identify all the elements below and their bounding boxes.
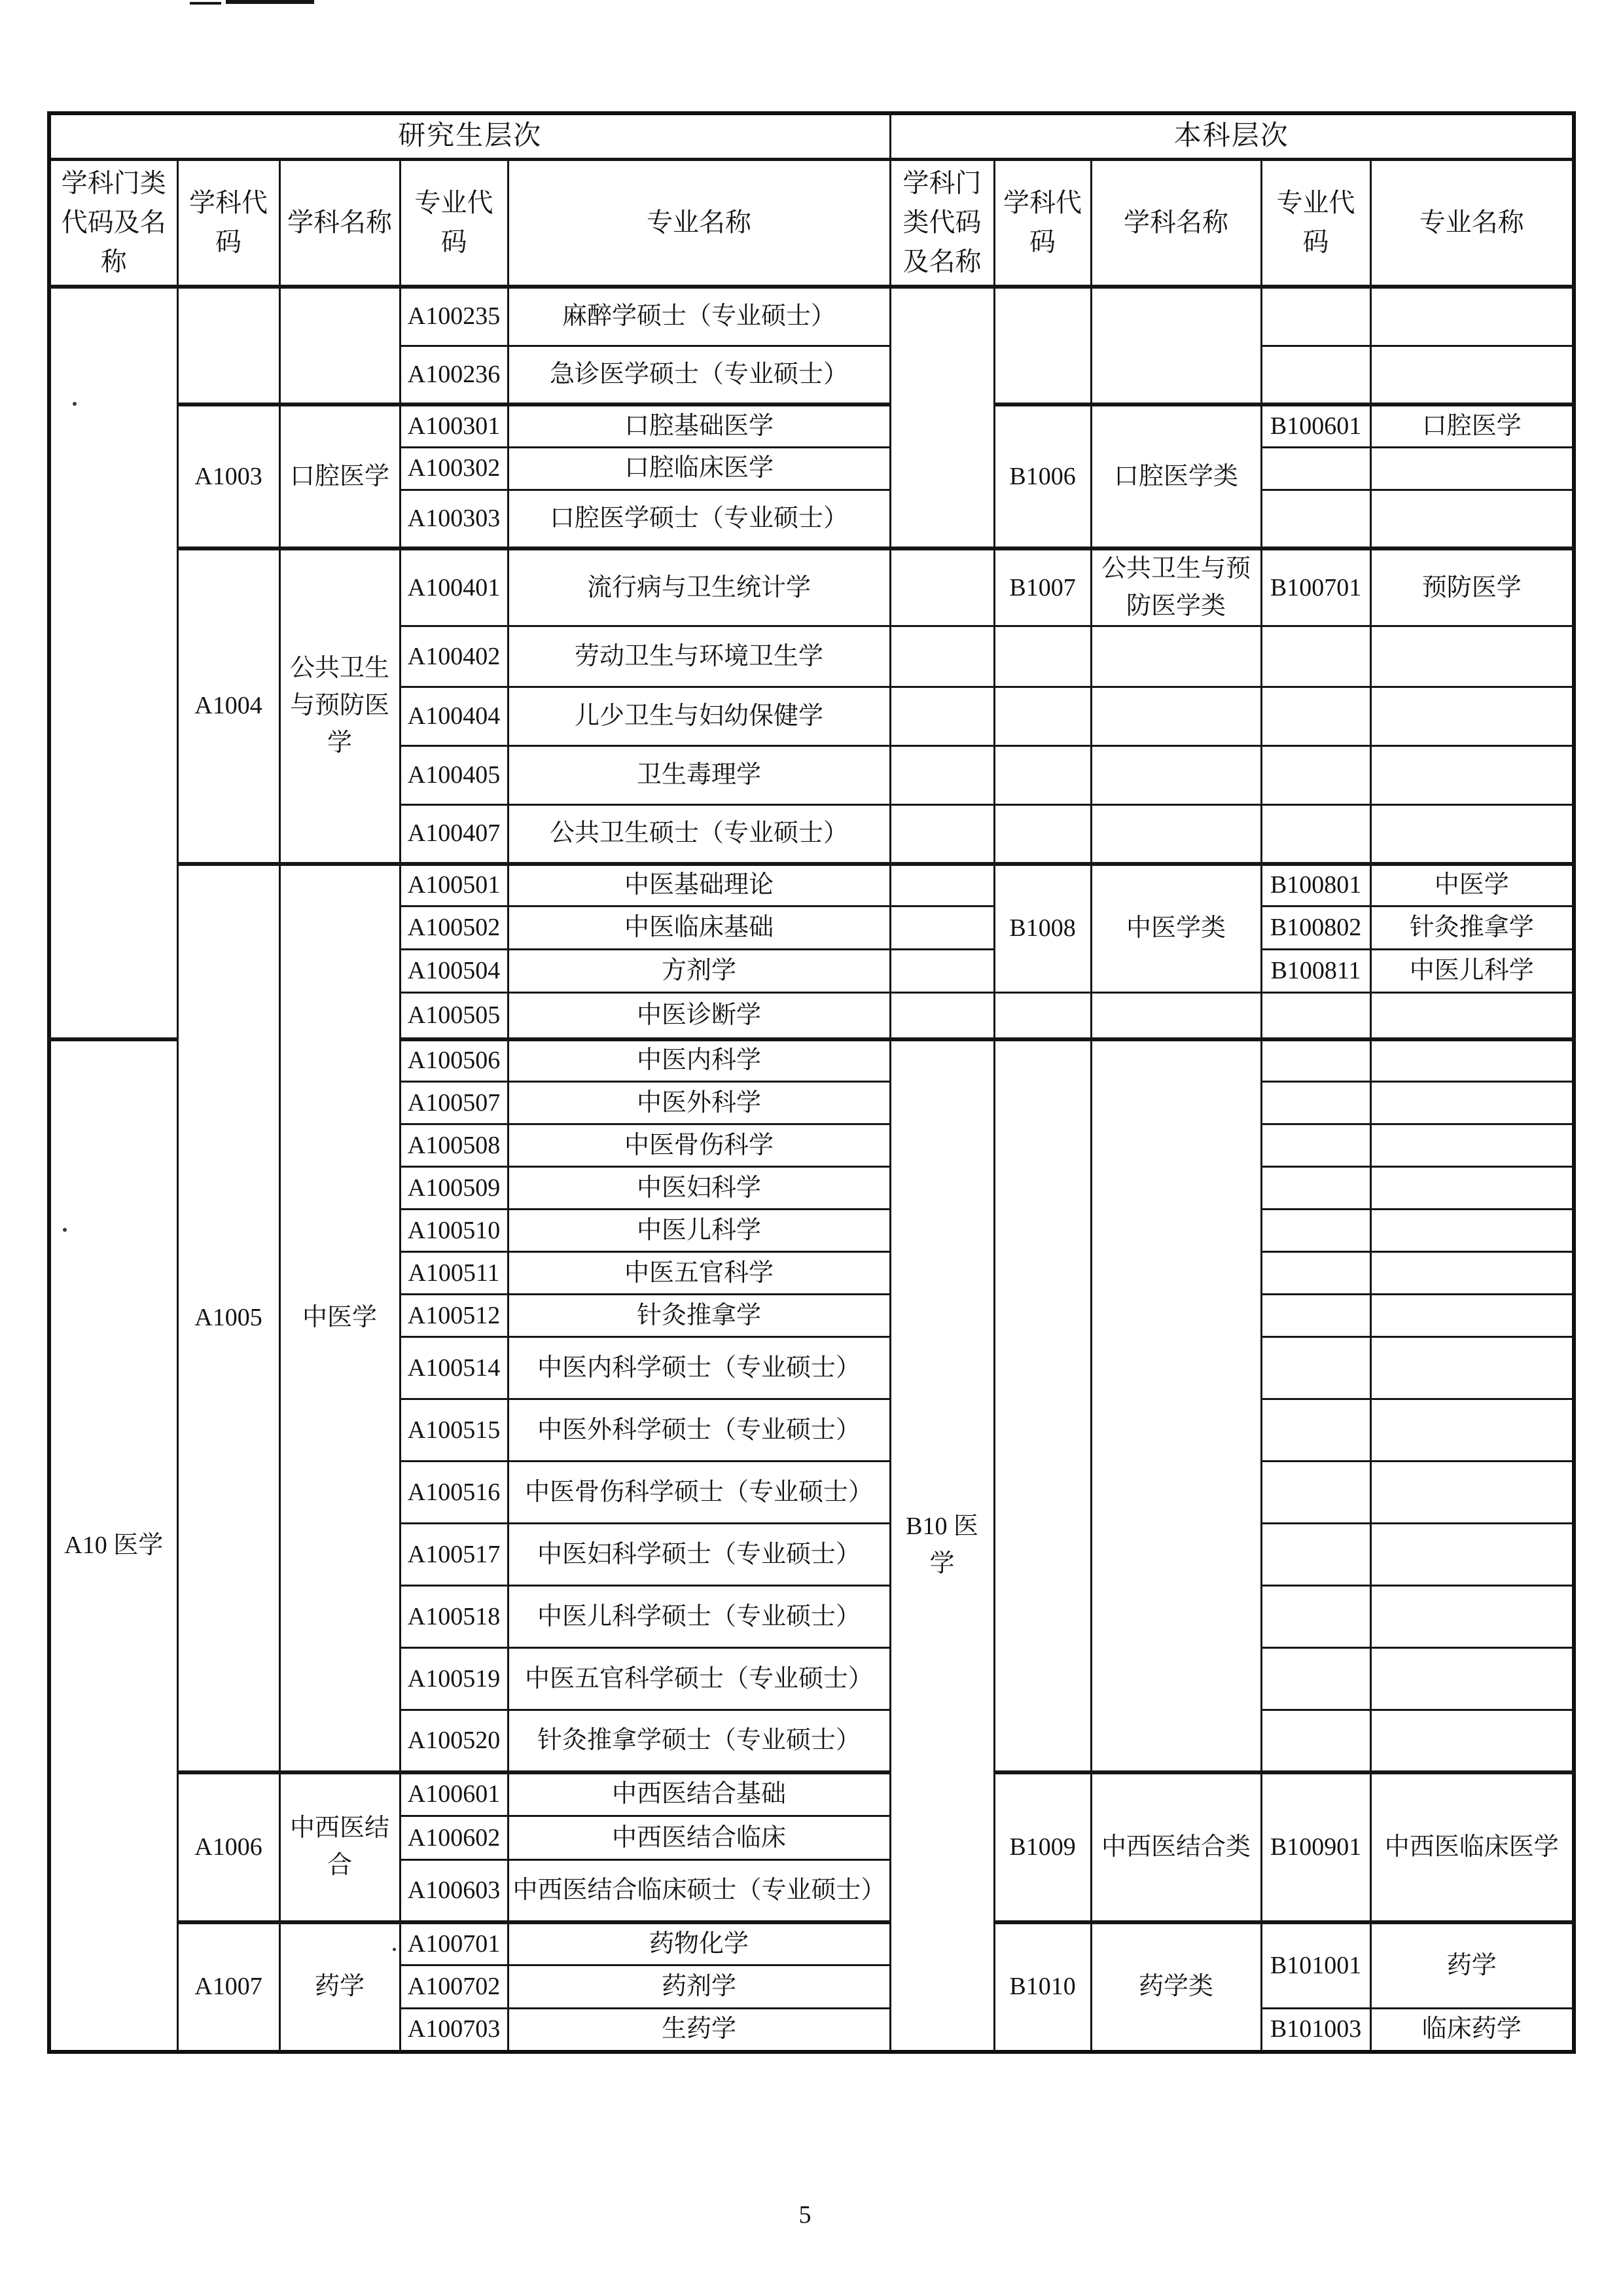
- grad-major-name-cell: 药剂学: [508, 1965, 890, 2009]
- ug-discipline-name-cell: [1091, 993, 1261, 1039]
- grad-major-code-cell: A100702: [400, 1965, 508, 2009]
- grad-discipline-code-cell: A1003: [177, 404, 279, 548]
- grad-major-code-cell: A100510: [400, 1210, 508, 1252]
- table-row: [49, 1922, 1574, 1965]
- grad-major-code-cell: A100506: [400, 1039, 508, 1082]
- grad-major-name-cell: 中医五官科学硕士（专业硕士）: [508, 1648, 890, 1710]
- ug-major-code-cell: [1261, 447, 1370, 490]
- grad-discipline-code-header: 学科代码: [177, 159, 279, 287]
- grad-major-name-cell: 中医内科学: [508, 1039, 890, 1082]
- ug-major-code-cell: [1261, 1039, 1370, 1082]
- ug-discipline-code-cell: [994, 993, 1091, 1039]
- ug-discipline-code-cell: [994, 626, 1091, 687]
- ug-major-code-cell: [1261, 1648, 1370, 1710]
- ug-discipline-code-cell: [994, 746, 1091, 805]
- ug-major-name-cell: [1370, 1710, 1574, 1772]
- ug-major-code-cell: [1261, 287, 1370, 346]
- grad-major-code-cell: A100404: [400, 687, 508, 746]
- ug-major-name-cell: [1370, 1124, 1574, 1167]
- ug-major-code-cell: B100802: [1261, 906, 1370, 950]
- grad-major-code-cell: A100509: [400, 1167, 508, 1210]
- ug-major-code-cell: [1261, 490, 1370, 548]
- grad-major-code-cell: A100236: [400, 346, 508, 404]
- ug-major-code-cell: [1261, 1399, 1370, 1462]
- grad-major-code-cell: A100519: [400, 1648, 508, 1710]
- ug-major-code-cell: B101003: [1261, 2009, 1370, 2052]
- grad-major-name-cell: 劳动卫生与环境卫生学: [508, 626, 890, 687]
- grad-major-code-cell: A100235: [400, 287, 508, 346]
- ug-major-code-cell: [1261, 687, 1370, 746]
- ug-discipline-code-cell: B1006: [994, 404, 1091, 548]
- grad-major-name-cell: 中医外科学: [508, 1082, 890, 1124]
- grad-discipline-code-cell: A1007: [177, 1922, 279, 2052]
- grad-major-code-cell: A100520: [400, 1710, 508, 1772]
- scan-artifact: [190, 2, 221, 5]
- ug-major-name-cell: [1370, 1524, 1574, 1586]
- ug-discipline-code-cell: B1009: [994, 1772, 1091, 1922]
- ug-category-cell: [890, 287, 994, 548]
- ug-major-name-cell: [1370, 1252, 1574, 1295]
- grad-discipline-code-cell: A1006: [177, 1772, 279, 1922]
- graduate-level-header: 研究生层次: [49, 113, 890, 159]
- grad-major-name-cell: 中医儿科学: [508, 1210, 890, 1252]
- grad-major-name-cell: 中医妇科学硕士（专业硕士）: [508, 1524, 890, 1586]
- ug-major-name-cell: [1370, 1399, 1574, 1462]
- grad-major-code-cell: A100512: [400, 1295, 508, 1337]
- ug-major-name-header: 专业名称: [1370, 159, 1574, 287]
- ug-discipline-name-cell: [1091, 746, 1261, 805]
- grad-major-code-cell: A100302: [400, 447, 508, 490]
- ug-discipline-name-cell: [1091, 687, 1261, 746]
- grad-discipline-name-cell: 药学: [279, 1922, 400, 2052]
- ug-major-name-cell: [1370, 1337, 1574, 1399]
- ug-major-name-cell: 中医儿科学: [1370, 950, 1574, 993]
- grad-category-header: 学科门类代码及名称: [49, 159, 177, 287]
- grad-major-name-cell: 中医骨伤科学: [508, 1124, 890, 1167]
- grad-major-name-cell: 公共卫生硕士（专业硕士）: [508, 805, 890, 864]
- ug-major-code-cell: [1261, 1210, 1370, 1252]
- ug-major-code-cell: B100701: [1261, 548, 1370, 626]
- ug-category-cell: [890, 626, 994, 687]
- ug-discipline-code-header: 学科代码: [994, 159, 1091, 287]
- grad-discipline-name-cell: 口腔医学: [279, 404, 400, 548]
- ug-category-cell: [890, 993, 994, 1039]
- grad-major-name-cell: 儿少卫生与妇幼保健学: [508, 687, 890, 746]
- ug-major-name-cell: [1370, 805, 1574, 864]
- grad-discipline-name-cell: 中西医结合: [279, 1772, 400, 1922]
- grad-major-code-cell: A100505: [400, 993, 508, 1039]
- grad-major-code-header: 专业代码: [400, 159, 508, 287]
- table-row: [49, 404, 1574, 447]
- ug-major-name-cell: 中西医临床医学: [1370, 1772, 1574, 1922]
- grad-discipline-code-cell: A1004: [177, 548, 279, 864]
- ug-discipline-code-cell: [994, 687, 1091, 746]
- grad-major-code-cell: A100602: [400, 1816, 508, 1860]
- scan-artifact: [226, 0, 314, 4]
- grad-major-code-cell: A100517: [400, 1524, 508, 1586]
- grad-major-code-cell: A100508: [400, 1124, 508, 1167]
- ug-discipline-name-cell: 药学类: [1091, 1922, 1261, 2052]
- ug-major-name-cell: 中医学: [1370, 864, 1574, 906]
- grad-major-name-cell: 中医五官科学: [508, 1252, 890, 1295]
- grad-major-code-cell: A100303: [400, 490, 508, 548]
- ug-discipline-code-cell: [994, 287, 1091, 404]
- ug-major-name-cell: 临床药学: [1370, 2009, 1574, 2052]
- ug-discipline-name-cell: 中医学类: [1091, 864, 1261, 993]
- ug-category-cell: [890, 805, 994, 864]
- grad-major-code-cell: A100518: [400, 1586, 508, 1648]
- grad-major-code-cell: A100501: [400, 864, 508, 906]
- ug-category-header: 学科门类代码及名称: [890, 159, 994, 287]
- grad-major-name-cell: 方剂学: [508, 950, 890, 993]
- grad-major-name-header: 专业名称: [508, 159, 890, 287]
- grad-discipline-code-cell: A1005: [177, 864, 279, 1772]
- ug-category-cell: [890, 864, 994, 906]
- ug-major-name-cell: [1370, 993, 1574, 1039]
- grad-major-code-cell: A100516: [400, 1462, 508, 1524]
- ug-discipline-name-cell: [1091, 626, 1261, 687]
- ug-major-code-cell: [1261, 1337, 1370, 1399]
- ug-major-code-cell: [1261, 1462, 1370, 1524]
- grad-major-name-cell: 中西医结合基础: [508, 1772, 890, 1816]
- grad-major-code-cell: A100603: [400, 1860, 508, 1922]
- ug-discipline-code-cell: B1007: [994, 548, 1091, 626]
- grad-major-name-cell: 中医临床基础: [508, 906, 890, 950]
- grad-discipline-name-header: 学科名称: [279, 159, 400, 287]
- ug-discipline-name-header: 学科名称: [1091, 159, 1261, 287]
- ug-category-cell: B10 医学: [890, 1039, 994, 2052]
- table-row: [49, 287, 1574, 346]
- ug-major-name-cell: [1370, 1648, 1574, 1710]
- ug-major-name-cell: [1370, 1039, 1574, 1082]
- ug-category-cell: [890, 687, 994, 746]
- ug-major-name-cell: [1370, 287, 1574, 346]
- grad-major-name-cell: 生药学: [508, 2009, 890, 2052]
- ug-major-name-cell: [1370, 746, 1574, 805]
- ug-discipline-name-cell: 公共卫生与预防医学类: [1091, 548, 1261, 626]
- grad-major-name-cell: 中医内科学硕士（专业硕士）: [508, 1337, 890, 1399]
- ug-major-code-cell: B100811: [1261, 950, 1370, 993]
- grad-major-code-cell: A100504: [400, 950, 508, 993]
- grad-major-name-cell: 中西医结合临床硕士（专业硕士）: [508, 1860, 890, 1922]
- grad-major-name-cell: 中医诊断学: [508, 993, 890, 1039]
- grad-major-code-cell: A100502: [400, 906, 508, 950]
- table-row: [49, 864, 1574, 906]
- ug-major-name-cell: 针灸推拿学: [1370, 906, 1574, 950]
- ug-category-cell: [890, 548, 994, 626]
- ug-major-code-header: 专业代码: [1261, 159, 1370, 287]
- ug-major-name-cell: 药学: [1370, 1922, 1574, 2009]
- ug-major-name-cell: [1370, 1167, 1574, 1210]
- grad-major-code-cell: A100402: [400, 626, 508, 687]
- ug-major-code-cell: B100801: [1261, 864, 1370, 906]
- ug-major-code-cell: [1261, 805, 1370, 864]
- grad-major-name-cell: 中医骨伤科学硕士（专业硕士）: [508, 1462, 890, 1524]
- grad-major-name-cell: 流行病与卫生统计学: [508, 548, 890, 626]
- ug-major-code-cell: [1261, 1252, 1370, 1295]
- grad-major-name-cell: 急诊医学硕士（专业硕士）: [508, 346, 890, 404]
- grad-major-code-cell: A100507: [400, 1082, 508, 1124]
- ug-discipline-code-cell: [994, 805, 1091, 864]
- ug-major-name-cell: [1370, 687, 1574, 746]
- grad-major-name-cell: 中医妇科学: [508, 1167, 890, 1210]
- grad-major-code-cell: A100514: [400, 1337, 508, 1399]
- ug-major-code-cell: [1261, 1124, 1370, 1167]
- ug-major-code-cell: [1261, 1586, 1370, 1648]
- grad-major-code-cell: A100401: [400, 548, 508, 626]
- ug-major-code-cell: [1261, 1082, 1370, 1124]
- ug-major-code-cell: [1261, 746, 1370, 805]
- ug-discipline-name-cell: [1091, 805, 1261, 864]
- grad-major-name-cell: 中医外科学硕士（专业硕士）: [508, 1399, 890, 1462]
- ug-major-code-cell: [1261, 993, 1370, 1039]
- ug-major-name-cell: [1370, 1210, 1574, 1252]
- grad-major-code-cell: A100301: [400, 404, 508, 447]
- ug-major-code-cell: B101001: [1261, 1922, 1370, 2009]
- grad-category-cell: A10 医学: [49, 1039, 177, 2052]
- discipline-code-table: [47, 111, 1576, 2054]
- grad-major-name-cell: 麻醉学硕士（专业硕士）: [508, 287, 890, 346]
- ug-major-name-cell: [1370, 1082, 1574, 1124]
- grad-major-name-cell: 中西医结合临床: [508, 1816, 890, 1860]
- ug-major-code-cell: [1261, 1710, 1370, 1772]
- grad-discipline-name-cell: 公共卫生与预防医学: [279, 548, 400, 864]
- undergraduate-level-header: 本科层次: [890, 113, 1574, 159]
- grad-major-name-cell: 中医基础理论: [508, 864, 890, 906]
- grad-major-name-cell: 口腔临床医学: [508, 447, 890, 490]
- ug-discipline-name-cell: 口腔医学类: [1091, 404, 1261, 548]
- table-row: [49, 548, 1574, 626]
- ug-major-code-cell: [1261, 626, 1370, 687]
- ug-category-cell: [890, 950, 994, 993]
- ug-major-name-cell: [1370, 1295, 1574, 1337]
- ug-major-name-cell: [1370, 447, 1574, 490]
- grad-category-cell: [49, 287, 177, 1039]
- ug-discipline-name-cell: [1091, 1039, 1261, 1772]
- grad-major-code-cell: A100405: [400, 746, 508, 805]
- grad-major-name-cell: 针灸推拿学: [508, 1295, 890, 1337]
- grad-major-code-cell: A100511: [400, 1252, 508, 1295]
- table-row: [49, 1772, 1574, 1816]
- ug-discipline-code-cell: B1010: [994, 1922, 1091, 2052]
- grad-major-name-cell: 口腔基础医学: [508, 404, 890, 447]
- ug-category-cell: [890, 746, 994, 805]
- grad-major-name-cell: 针灸推拿学硕士（专业硕士）: [508, 1710, 890, 1772]
- ug-major-code-cell: [1261, 1167, 1370, 1210]
- grad-major-code-cell: A100407: [400, 805, 508, 864]
- grad-major-name-cell: 口腔医学硕士（专业硕士）: [508, 490, 890, 548]
- ug-discipline-name-cell: 中西医结合类: [1091, 1772, 1261, 1922]
- grad-major-name-cell: 药物化学: [508, 1922, 890, 1965]
- grad-major-name-cell: 卫生毒理学: [508, 746, 890, 805]
- ug-discipline-code-cell: B1008: [994, 864, 1091, 993]
- ug-major-name-cell: 预防医学: [1370, 548, 1574, 626]
- ug-major-name-cell: [1370, 1462, 1574, 1524]
- ug-major-code-cell: [1261, 1295, 1370, 1337]
- ug-major-code-cell: [1261, 1524, 1370, 1586]
- grad-major-name-cell: 中医儿科学硕士（专业硕士）: [508, 1586, 890, 1648]
- grad-major-code-cell: A100601: [400, 1772, 508, 1816]
- grad-discipline-code-cell: [177, 287, 279, 404]
- ug-major-code-cell: [1261, 346, 1370, 404]
- page-number: 5: [798, 2201, 812, 2229]
- grad-major-code-cell: A100701: [400, 1922, 508, 1965]
- ug-major-name-cell: [1370, 626, 1574, 687]
- ug-major-code-cell: B100601: [1261, 404, 1370, 447]
- grad-discipline-name-cell: [279, 287, 400, 404]
- grad-major-code-cell: A100703: [400, 2009, 508, 2052]
- ug-major-name-cell: [1370, 490, 1574, 548]
- ug-major-name-cell: 口腔医学: [1370, 404, 1574, 447]
- ug-major-name-cell: [1370, 346, 1574, 404]
- grad-major-code-cell: A100515: [400, 1399, 508, 1462]
- ug-discipline-code-cell: [994, 1039, 1091, 1772]
- ug-discipline-name-cell: [1091, 287, 1261, 404]
- ug-major-name-cell: [1370, 1586, 1574, 1648]
- ug-category-cell: [890, 906, 994, 950]
- ug-major-code-cell: B100901: [1261, 1772, 1370, 1922]
- grad-discipline-name-cell: 中医学: [279, 864, 400, 1772]
